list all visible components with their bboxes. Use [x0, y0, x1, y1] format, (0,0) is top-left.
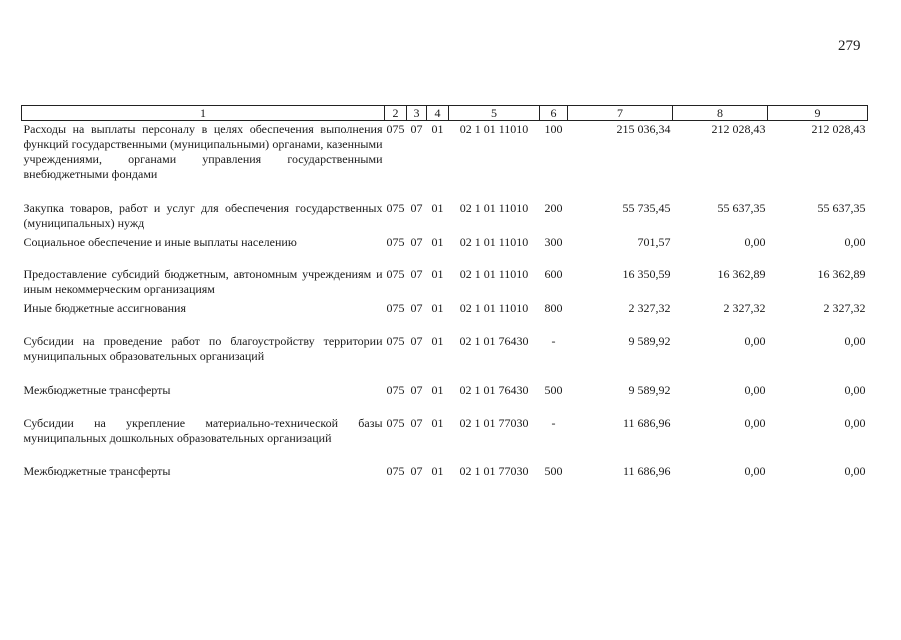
- cell-subsection: 01: [431, 333, 444, 348]
- cell-amount-col8: 0,00: [744, 463, 766, 478]
- cell-section: 07: [410, 200, 423, 215]
- cell-subsection: 01: [431, 463, 444, 478]
- row-name: Межбюджетные трансферты: [23, 463, 171, 478]
- row-name: Субсидии на проведение работ по благоустройству территории муниципальных образовательных организаций: [23, 333, 383, 363]
- cell-amount-col7: 9 589,92: [628, 382, 671, 397]
- cell-subsection: 01: [431, 300, 444, 315]
- cell-target-article: 02 1 01 76430: [459, 333, 529, 348]
- cell-amount-col7: 11 686,96: [622, 415, 671, 430]
- table-row: [22, 234, 868, 266]
- cell-amount-col7: 2 327,32: [628, 300, 671, 315]
- cell-amount-col9: 55 637,35: [817, 200, 866, 215]
- cell-amount-col7: 701,57: [637, 234, 671, 249]
- cell-amount-col9: 2 327,32: [823, 300, 866, 315]
- cell-ministry: 075: [386, 266, 405, 281]
- cell-target-article: 02 1 01 76430: [459, 382, 529, 397]
- cell-target-article: 02 1 01 11010: [459, 122, 529, 136]
- cell-ministry: 075: [386, 463, 405, 478]
- cell-expense-type: 600: [544, 266, 563, 281]
- cell-amount-col8: 0,00: [744, 415, 766, 430]
- cell-amount-col8: 0,00: [744, 382, 766, 397]
- cell-expense-type: -: [551, 333, 556, 348]
- cell-section: 07: [410, 415, 423, 430]
- cell-expense-type: 200: [544, 200, 563, 215]
- cell-amount-col9: 212 028,43: [811, 122, 866, 136]
- table-row: [22, 333, 868, 382]
- cell-subsection: 01: [431, 415, 444, 430]
- cell-amount-col9: 0,00: [844, 382, 866, 397]
- cell-amount-col8: 2 327,32: [723, 300, 766, 315]
- cell-target-article: 02 1 01 11010: [459, 300, 529, 315]
- cell-section: 07: [410, 122, 423, 136]
- row-name: Иные бюджетные ассигнования: [23, 300, 186, 315]
- cell-expense-type: 500: [544, 382, 563, 397]
- header-col-9: 9: [768, 106, 868, 121]
- header-col-2: 2: [385, 106, 407, 121]
- header-col-6: 6: [540, 106, 568, 121]
- cell-ministry: 075: [386, 333, 405, 348]
- header-row: [22, 106, 868, 121]
- cell-subsection: 01: [431, 266, 444, 281]
- cell-target-article: 02 1 01 77030: [459, 415, 529, 430]
- row-name: Расходы на выплаты персоналу в целях обеспечения выполнения функций государственными (муниципальными) органами, казенными учреждениями, органами управления государственными внебюджетными фондами: [23, 122, 383, 181]
- cell-subsection: 01: [431, 200, 444, 215]
- table-row: [22, 266, 868, 300]
- cell-target-article: 02 1 01 77030: [459, 463, 529, 478]
- table-row: [22, 300, 868, 333]
- row-name: Социальное обеспечение и иные выплаты населению: [23, 234, 297, 249]
- cell-expense-type: -: [551, 415, 556, 430]
- row-name: Предоставление субсидий бюджетным, автономным учреждениям и иным некоммерческим организациям: [23, 266, 383, 296]
- cell-amount-col9: 16 362,89: [817, 266, 866, 281]
- header-col-4: 4: [427, 106, 449, 121]
- cell-ministry: 075: [386, 122, 405, 136]
- cell-expense-type: 300: [544, 234, 563, 249]
- cell-ministry: 075: [386, 382, 405, 397]
- cell-subsection: 01: [431, 234, 444, 249]
- table-row: [22, 200, 868, 234]
- header-col-3: 3: [407, 106, 427, 121]
- cell-target-article: 02 1 01 11010: [459, 200, 529, 215]
- cell-amount-col7: 215 036,34: [616, 122, 671, 136]
- cell-section: 07: [410, 300, 423, 315]
- cell-section: 07: [410, 266, 423, 281]
- cell-amount-col8: 16 362,89: [717, 266, 766, 281]
- cell-amount-col7: 55 735,45: [622, 200, 671, 215]
- cell-section: 07: [410, 333, 423, 348]
- row-name: Закупка товаров, работ и услуг для обеспечения государственных (муниципальных) нужд: [23, 200, 383, 230]
- header-col-7: 7: [568, 106, 673, 121]
- cell-expense-type: 500: [544, 463, 563, 478]
- cell-expense-type: 100: [544, 122, 563, 136]
- cell-amount-col8: 0,00: [744, 333, 766, 348]
- table-row: [22, 382, 868, 415]
- cell-amount-col8: 0,00: [744, 234, 766, 249]
- cell-amount-col7: 9 589,92: [628, 333, 671, 348]
- cell-section: 07: [410, 234, 423, 249]
- table-row: [22, 463, 868, 493]
- cell-amount-col8: 212 028,43: [711, 122, 766, 136]
- cell-amount-col8: 55 637,35: [717, 200, 766, 215]
- cell-ministry: 075: [386, 234, 405, 249]
- cell-amount-col9: 0,00: [844, 463, 866, 478]
- cell-subsection: 01: [431, 382, 444, 397]
- page-number: 279: [838, 38, 861, 54]
- budget-table: [21, 105, 868, 493]
- cell-expense-type: 800: [544, 300, 563, 315]
- cell-ministry: 075: [386, 415, 405, 430]
- cell-amount-col9: 0,00: [844, 415, 866, 430]
- cell-target-article: 02 1 01 11010: [459, 266, 529, 281]
- header-col-8: 8: [673, 106, 768, 121]
- cell-section: 07: [410, 382, 423, 397]
- table-row: [22, 121, 868, 200]
- cell-target-article: 02 1 01 11010: [459, 234, 529, 249]
- header-col-1: 1: [22, 106, 385, 121]
- cell-subsection: 01: [431, 122, 444, 136]
- table-row: [22, 415, 868, 463]
- row-name: Межбюджетные трансферты: [23, 382, 171, 397]
- cell-ministry: 075: [386, 300, 405, 315]
- header-col-5: 5: [449, 106, 540, 121]
- cell-ministry: 075: [386, 200, 405, 215]
- row-name: Субсидии на укрепление материально-технической базы муниципальных дошкольных образовательных организаций: [23, 415, 383, 445]
- cell-amount-col9: 0,00: [844, 234, 866, 249]
- cell-section: 07: [410, 463, 423, 478]
- cell-amount-col7: 11 686,96: [622, 463, 671, 478]
- cell-amount-col7: 16 350,59: [622, 266, 671, 281]
- cell-amount-col9: 0,00: [844, 333, 866, 348]
